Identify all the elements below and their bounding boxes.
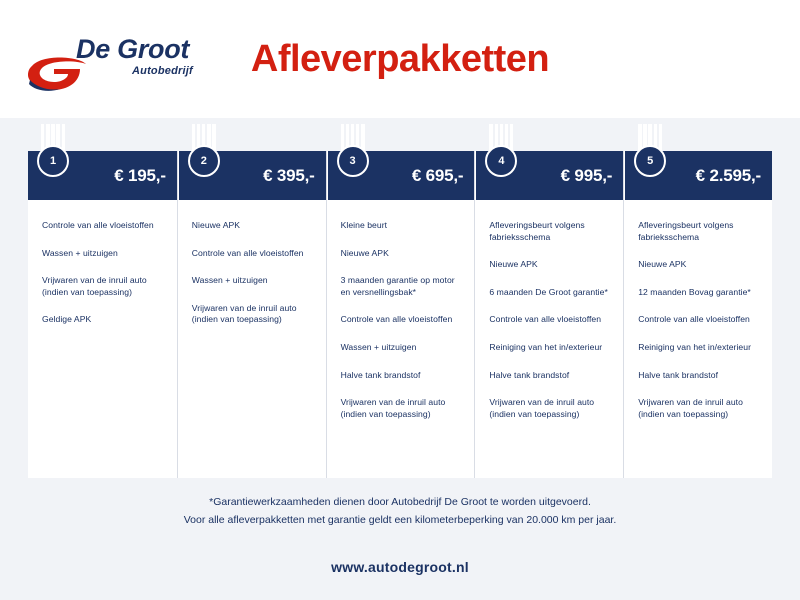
feature-item: 6 maanden De Groot garantie* [489,286,608,297]
feature-item: Afleveringsbeurt volgens fabrieksschema [638,220,734,242]
feature-item: Geldige APK [42,314,92,325]
footnote-line-1: *Garantiewerkzaamheden dienen door Autobedrijf De Groot te worden uitgevoerd. [209,496,591,508]
feature-item: Reiniging van het in/exterieur [638,341,751,352]
feature-item: Nieuwe APK [340,247,389,258]
package-number: 4 [485,145,517,177]
logo-name: De Groot [76,34,190,64]
package-header [178,151,326,200]
feature-item: Vrijwaren van de inruil auto (indien van toepassing) [191,302,297,325]
package-price: € 995,- [560,165,613,185]
package-number: 2 [188,145,220,177]
package-card [474,151,623,478]
package-card [28,151,177,478]
feature-item: Vrijwaren van de inruil auto (indien van toepassing) [638,397,743,419]
package-number: 5 [634,145,666,177]
package-header [475,151,623,200]
medal-icon [187,124,221,180]
feature-item: Controle van alle vloeistoffen [340,314,453,325]
feature-item: Vrijwaren van de inruil auto (indien van toepassing) [340,397,446,419]
package-price: € 195,- [114,165,166,185]
feature-item: Halve tank brandstof [340,369,421,380]
feature-item: Vrijwaren van de inruil auto (indien van toepassing) [42,275,147,297]
package-features [624,200,772,478]
feature-item: Wassen + uitzuigen [42,247,118,258]
package-price: € 695,- [411,165,464,185]
feature-item: Wassen + uitzuigen [340,341,417,352]
medal-icon [336,124,370,180]
package-price: € 395,- [263,165,315,185]
package-features [178,200,326,478]
medal-icon [36,124,70,180]
feature-item: Nieuwe APK [489,259,538,270]
package-card [623,151,772,478]
feature-item: Wassen + uitzuigen [191,275,268,286]
feature-item: Controle van alle vloeistoffen [638,314,750,325]
medal-icon [484,124,518,180]
footnote-line-2: Voor alle afleverpakketten met garantie geldt een kilometerbeperking van 20.000 km per jaar. [183,514,617,527]
medal-icon [633,124,667,180]
package-card [326,151,475,478]
package-card [177,151,326,478]
package-features [327,200,475,478]
package-features [28,200,177,478]
package-header [28,151,177,200]
content-panel [0,118,800,600]
header [0,0,800,118]
package-header [624,151,772,200]
feature-item: Controle van alle vloeistoffen [489,314,602,325]
website-url[interactable]: www.autodegroot.nl [331,559,469,575]
feature-item: Halve tank brandstof [489,369,570,380]
package-features [475,200,623,478]
package-header [327,151,475,200]
package-cards [28,151,772,478]
feature-item: Nieuwe APK [638,259,687,270]
feature-item: Vrijwaren van de inruil auto (indien van toepassing) [489,397,595,419]
website-bar [0,559,800,577]
feature-item: Controle van alle vloeistoffen [42,220,154,230]
feature-item: Nieuwe APK [191,220,241,230]
package-number: 1 [37,145,69,177]
footnote [0,493,800,530]
feature-item: Afleveringsbeurt volgens fabrieksschema [489,220,585,242]
feature-item: Halve tank brandstof [638,369,719,380]
package-number: 3 [337,145,369,177]
package-price: € 2.595,- [695,165,761,185]
feature-item: Kleine beurt [340,220,388,230]
page-title: Afleverpakketten [250,38,550,80]
feature-item: Controle van alle vloeistoffen [191,247,304,258]
feature-item: 3 maanden garantie op motor en versnellingsbak* [340,275,455,297]
feature-item: Reiniging van het in/exterieur [489,341,603,352]
feature-item: 12 maanden Bovag garantie* [638,286,751,297]
logo-subtitle: Autobedrijf [132,65,193,77]
